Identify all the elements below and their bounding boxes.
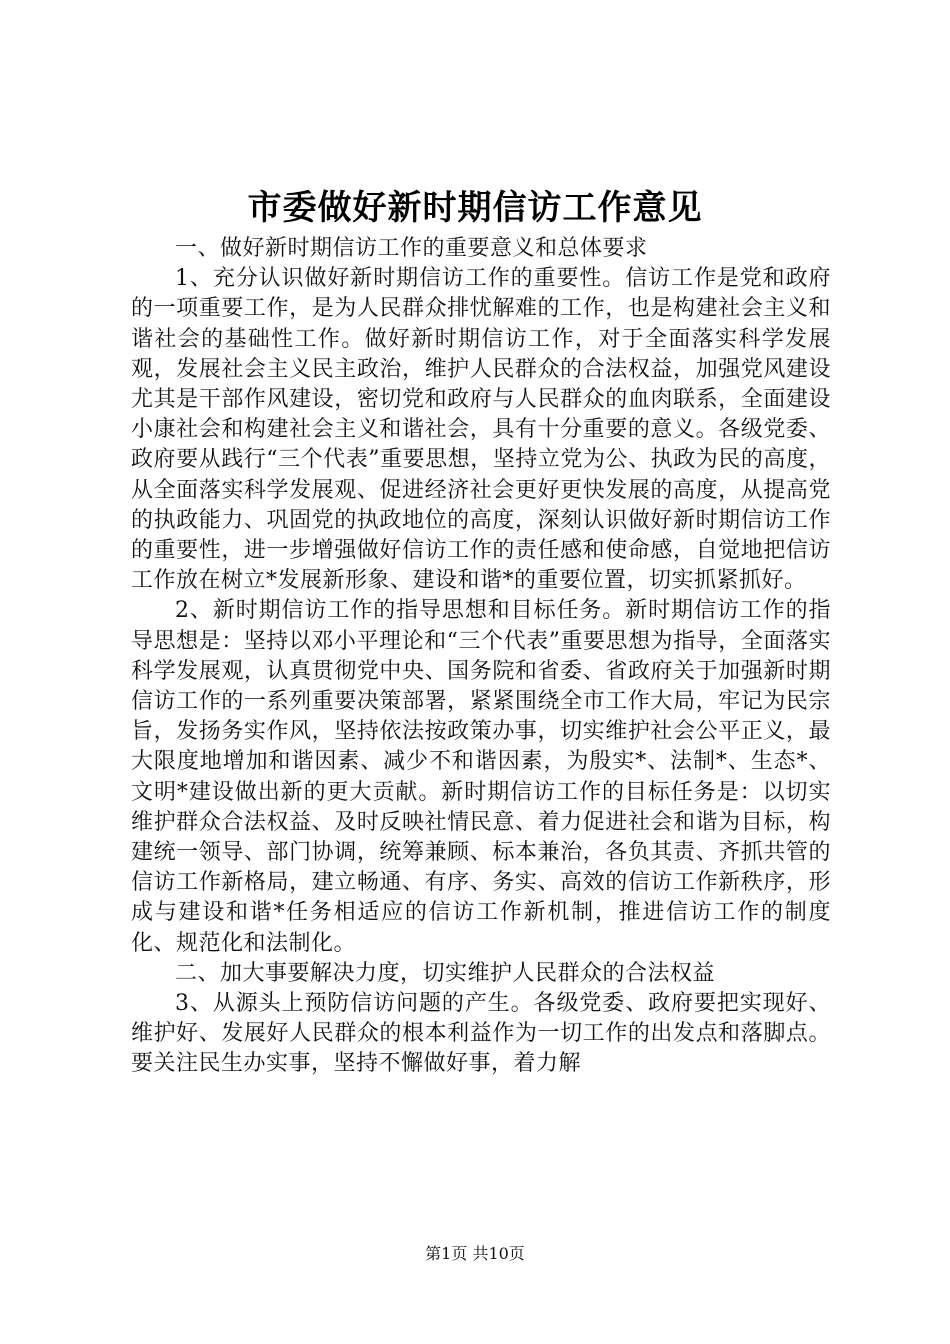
section-heading-1: 一、做好新时期信访工作的重要意义和总体要求 xyxy=(175,236,648,261)
document-title: 市委做好新时期信访工作意见 xyxy=(247,188,703,228)
paragraph-item-1: 1、充分认识做好新时期信访工作的重要性。信访工作是党和政府的一项重要工作，是为人民群众排忧解难的工作，也是构建社会主义和谐社会的基础性工作。做好新时期信访工作，对于全面落实科学发展观，发展社会主义民主政治，维护人民群众的合法权益，加强党风建设尤其是干部作风建设，密切党和政府与人民群众的血肉联系，全面建设小康社会和构建社会主义和谐社会，具有十分重要的意义。各级党委、政府要从践行“三个代表”重要思想，坚持立党为公、执政为民的高度，从全面落实科学发展观、促进经济社会更好更快发展的高度，从提高党的执政能力、巩固党的执政地位的高度，深刻认识做好新时期信访工作的重要性，进一步增强做好信访工作的责任感和使命感，自觉地把信访工作放在树立*发展新形象、建设和谐*的重要位置，切实抓紧抓好。 xyxy=(131,266,831,594)
paragraph-item-3: 3、从源头上预防信访问题的产生。各级党委、政府要把实现好、维护好、发展好人民群众的根本利益作为一切工作的出发点和落脚点。要关注民生办实事，坚持不懈做好事，着力解 xyxy=(131,991,831,1077)
page-number-footer: 第1页 共10页 xyxy=(425,1244,525,1263)
document-body xyxy=(131,234,831,1080)
section-heading-2: 二、加大事要解决力度，切实维护人民群众的合法权益 xyxy=(175,960,716,986)
paragraph-item-2: 2、新时期信访工作的指导思想和目标任务。新时期信访工作的指导思想是：坚持以邓小平理论和“三个代表”重要思想为指导，全面落实科学发展观，认真贯彻党中央、国务院和省委、省政府关于加强新时期信访工作的一系列重要决策部署，紧紧围绕全市工作大局，牢记为民宗旨，发扬务实作风，坚持依法按政策办事，切实维护社会公平正义，最大限度地增加和谐因素、减少不和谐因素，为殷实*、法制*、生态*、文明*建设做出新的更大贡献。新时期信访工作的目标任务是：以切实维护群众合法权益、及时反映社情民意、着力促进社会和谐为目标，构建统一领导、部门协调，统筹兼顾、标本兼治，各负其责、齐抓共管的信访工作新格局，建立畅通、有序、务实、高效的信访工作新秩序，形成与建设和谐*任务相适应的信访工作新机制，推进信访工作的制度化、规范化和法制化。 xyxy=(131,598,831,956)
